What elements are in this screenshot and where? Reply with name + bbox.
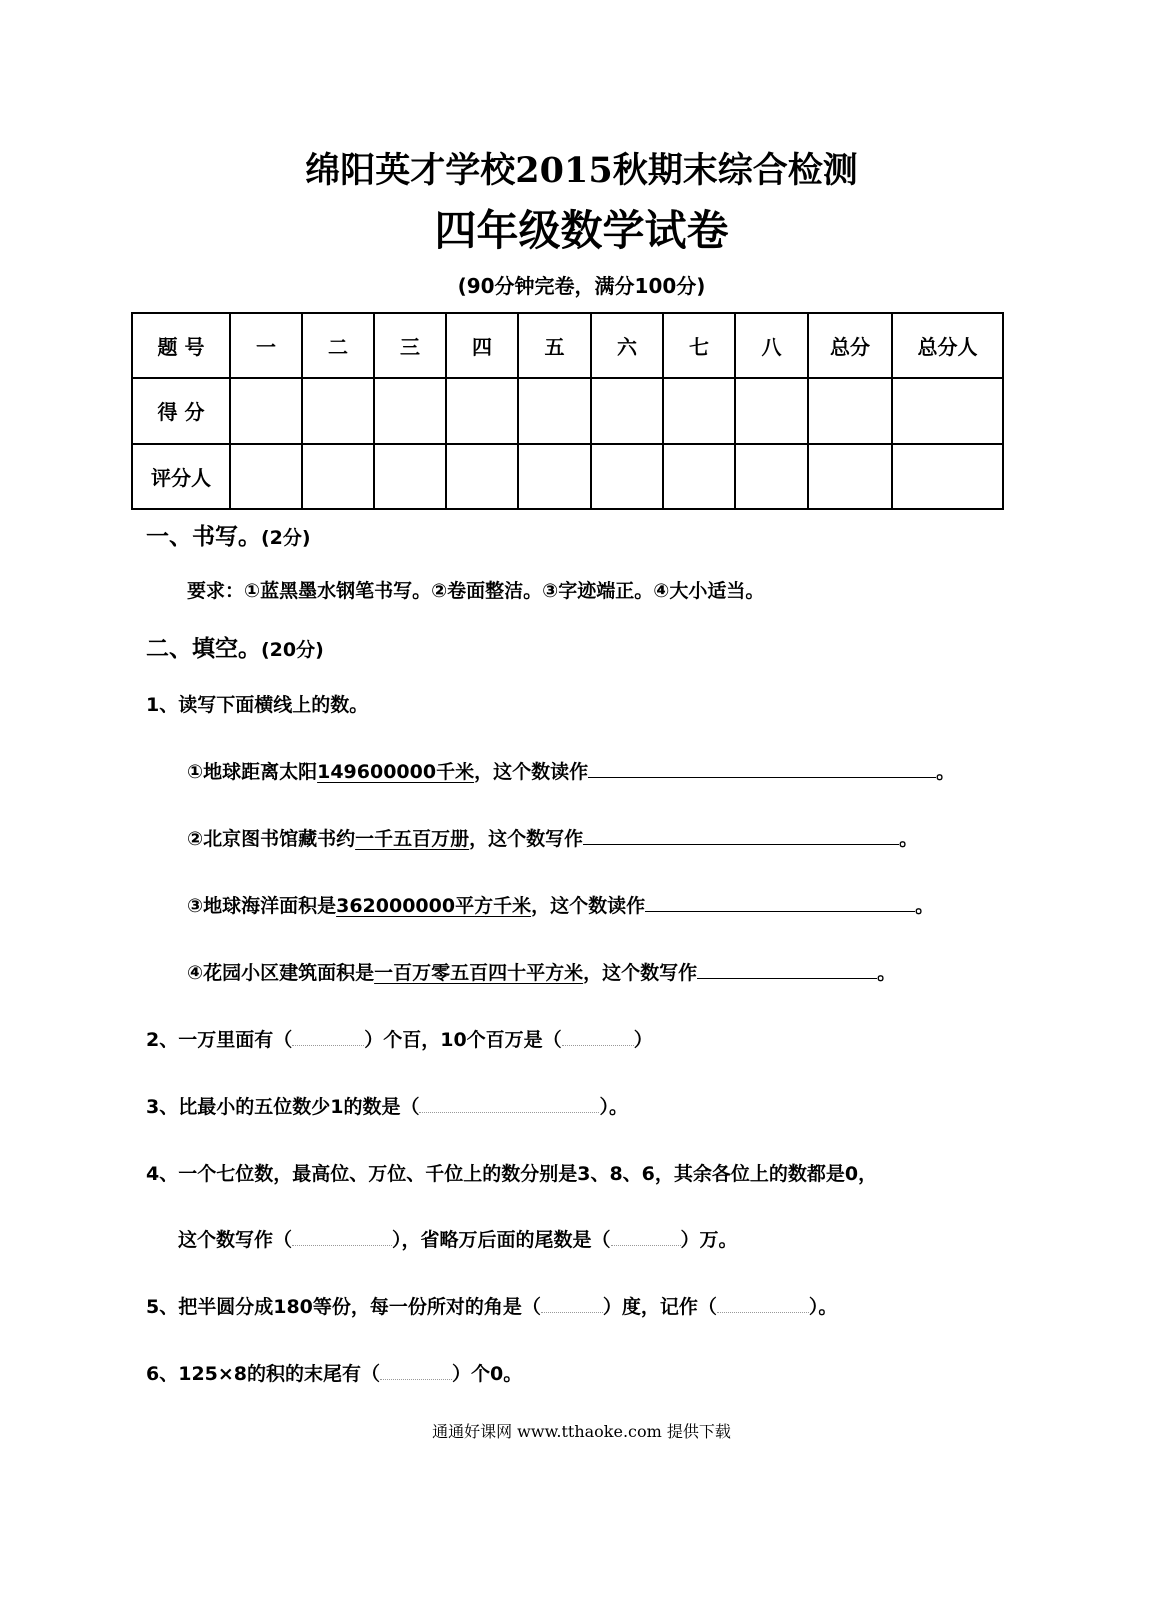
score-table-header-cell: 三	[374, 313, 446, 378]
score-cell[interactable]	[446, 378, 518, 443]
q1c-underlined: 362000000平方千米	[336, 895, 532, 917]
score-row-label: 得 分	[132, 378, 230, 443]
q1a-suffix: ，这个数读作	[474, 761, 589, 783]
score-table-header-cell: 四	[446, 313, 518, 378]
question-3	[146, 1092, 628, 1119]
question-4-line2	[178, 1225, 738, 1252]
question-1b	[187, 824, 918, 851]
q3-text-b: ）。	[599, 1096, 628, 1118]
question-4-line1: 4、一个七位数，最高位、万位、千位上的数分别是3、8、6，其余各位上的数都是0，	[146, 1163, 878, 1185]
question-6	[146, 1359, 522, 1386]
score-table-header-cell: 二	[302, 313, 374, 378]
q1c-text: ③地球海洋面积是	[187, 895, 337, 917]
q2-text-c: ）	[633, 1029, 653, 1051]
answer-blank[interactable]	[697, 960, 877, 979]
school-title: 绵阳英才学校2015秋期末综合检测	[305, 150, 858, 191]
score-cell[interactable]	[808, 378, 892, 443]
section1-title: 一、书写。	[146, 524, 261, 550]
score-cell[interactable]	[374, 378, 446, 443]
section2-heading	[146, 630, 324, 663]
q1a-underlined: 149600000千米	[317, 761, 475, 783]
section2-title: 二、填空。	[146, 636, 261, 662]
q2-text-a: 2、一万里面有（	[146, 1029, 293, 1051]
grader-cell[interactable]	[892, 444, 1003, 509]
grader-cell[interactable]	[446, 444, 518, 509]
q6-text-b: ）个0。	[452, 1363, 523, 1385]
score-table-row-score	[132, 378, 1003, 443]
score-cell[interactable]	[230, 378, 302, 443]
q1b-suffix: ，这个数写作	[469, 828, 584, 850]
score-cell[interactable]	[735, 378, 808, 443]
q1c-suffix: ，这个数读作	[531, 895, 646, 917]
question-1c	[187, 891, 934, 918]
q2-text-b: ）个百，10个百万是（	[364, 1029, 562, 1051]
answer-blank[interactable]	[292, 1231, 392, 1246]
score-table-header-cell: 题 号	[132, 313, 230, 378]
score-table-header-cell: 总分人	[892, 313, 1003, 378]
q1c-end: 。	[915, 895, 935, 917]
q3-text-a: 3、比最小的五位数少1的数是（	[146, 1096, 420, 1118]
question-1d	[187, 958, 896, 985]
score-cell[interactable]	[892, 378, 1003, 443]
answer-blank[interactable]	[292, 1031, 364, 1046]
question-1-stem: 1、读写下面横线上的数。	[146, 694, 369, 716]
answer-blank[interactable]	[583, 826, 899, 845]
q1d-underlined: 一百万零五百四十平方米	[374, 962, 584, 984]
grader-cell[interactable]	[663, 444, 735, 509]
score-table-header-cell: 八	[735, 313, 808, 378]
score-table-header-cell: 总分	[808, 313, 892, 378]
q1d-end: 。	[877, 962, 897, 984]
question-5	[146, 1292, 837, 1319]
q1a-text: ①地球距离太阳	[187, 761, 318, 783]
score-table	[131, 312, 1004, 510]
score-table-header-row	[132, 313, 1003, 378]
grader-cell[interactable]	[808, 444, 892, 509]
grader-cell[interactable]	[230, 444, 302, 509]
score-table-header-cell: 一	[230, 313, 302, 378]
score-cell[interactable]	[591, 378, 663, 443]
answer-blank[interactable]	[645, 893, 915, 912]
q4-text-c: ）万。	[680, 1229, 738, 1251]
grader-cell[interactable]	[735, 444, 808, 509]
grader-cell[interactable]	[591, 444, 663, 509]
exam-subtitle: (90分钟完卷，满分100分)	[457, 274, 706, 298]
score-cell[interactable]	[302, 378, 374, 443]
section1-heading	[146, 518, 311, 551]
answer-blank[interactable]	[717, 1298, 809, 1313]
score-table-row-grader	[132, 444, 1003, 509]
q4-text-a: 这个数写作（	[178, 1229, 293, 1251]
q6-text-a: 6、125×8的积的末尾有（	[146, 1363, 381, 1385]
question-1a	[187, 757, 955, 784]
q5-text-a: 5、把半圆分成180等份，每一份所对的角是（	[146, 1296, 541, 1318]
q1b-end: 。	[899, 828, 919, 850]
q1b-underlined: 一千五百万册	[355, 828, 470, 850]
score-table-header-cell: 五	[518, 313, 591, 378]
answer-blank[interactable]	[380, 1365, 452, 1380]
grader-cell[interactable]	[374, 444, 446, 509]
q5-text-b: ）度，记作（	[602, 1296, 717, 1318]
q1b-text: ②北京图书馆藏书约	[187, 828, 356, 850]
answer-blank[interactable]	[562, 1031, 634, 1046]
grader-cell[interactable]	[302, 444, 374, 509]
score-cell[interactable]	[663, 378, 735, 443]
exam-title: 四年级数学试卷	[434, 206, 729, 255]
q1d-text: ④花园小区建筑面积是	[187, 962, 375, 984]
score-table-header-cell: 六	[591, 313, 663, 378]
answer-blank[interactable]	[611, 1231, 681, 1246]
footer-source: 通通好课网 www.tthaoke.com 提供下载	[432, 1422, 731, 1441]
question-2	[146, 1025, 653, 1052]
q5-text-c: ）。	[808, 1296, 838, 1318]
score-cell[interactable]	[518, 378, 591, 443]
grader-cell[interactable]	[518, 444, 591, 509]
answer-blank[interactable]	[419, 1098, 599, 1113]
q1a-end: 。	[936, 761, 956, 783]
score-table-header-cell: 七	[663, 313, 735, 378]
section2-points: (20分)	[261, 639, 324, 661]
answer-blank[interactable]	[541, 1298, 603, 1313]
section1-points: (2分)	[261, 527, 311, 549]
grader-row-label: 评分人	[132, 444, 230, 509]
answer-blank[interactable]	[588, 759, 936, 778]
q1d-suffix: ，这个数写作	[583, 962, 698, 984]
q4-text-b: ），省略万后面的尾数是（	[392, 1229, 611, 1251]
section1-requirement: 要求：①蓝黑墨水钢笔书写。②卷面整洁。③字迹端正。④大小适当。	[187, 580, 765, 602]
